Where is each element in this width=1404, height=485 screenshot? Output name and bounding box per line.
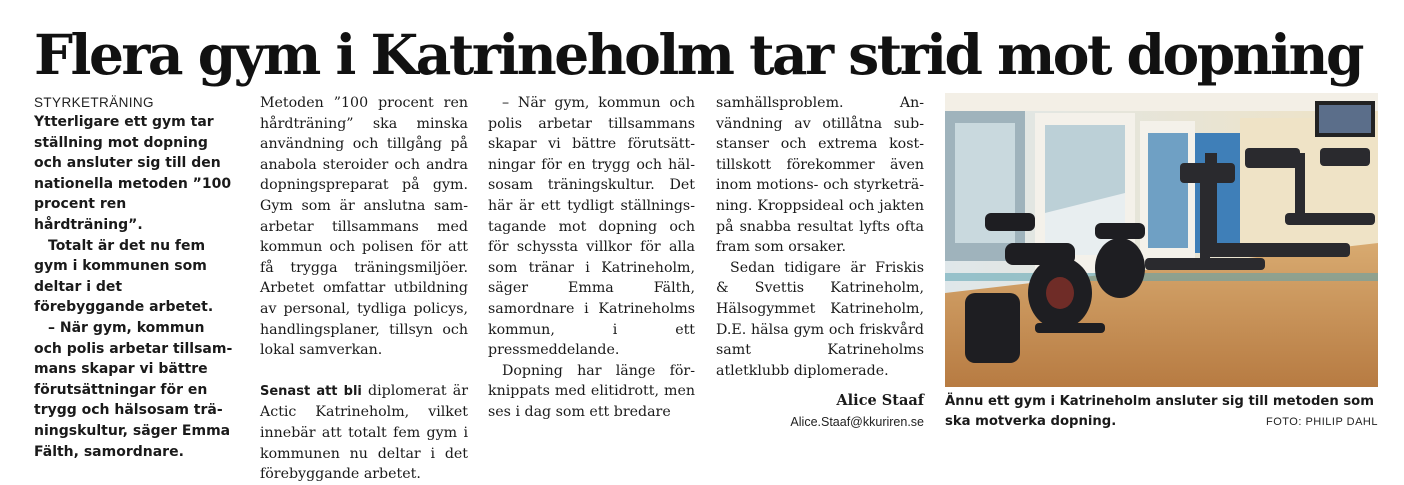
body-column-3 bbox=[488, 93, 695, 423]
body-column-2 bbox=[260, 93, 468, 485]
gym-photo-illustration bbox=[945, 93, 1378, 387]
kicker: STYRKETRÄNING bbox=[34, 95, 154, 110]
body-paragraph: Dopning har länge förknippats med elitidrott, men ses i dag som ett bredare bbox=[488, 362, 695, 420]
body-paragraph: Metoden ”100 procent ren hårdträning” ska minska användning och tillgång på anabola steroider och andra dopningspreparat på gym. Gym som är anslutna samarbetar tillsammans med kommun och polisen för att få trygga träningsmiljöer. Arbetet omfattar utbildning av personal, tydliga policys, handlingsplaner, tillsyn och lokal samverkan. bbox=[260, 95, 468, 359]
lead-column bbox=[34, 93, 236, 462]
photo-credit: FOTO: PHILIP DAHL bbox=[1265, 416, 1378, 428]
paragraph-gap bbox=[260, 361, 468, 381]
body-text: diplomerat är Actic Katrineholm, vilket innebär att totalt fem gym i kommunen nu deltar i det förebyggande arbetet. bbox=[260, 382, 468, 483]
gym-photo bbox=[945, 93, 1378, 387]
body-column-4 bbox=[716, 93, 924, 381]
headline: Flera gym i Katrineholm tar strid mot dopning bbox=[34, 22, 1362, 87]
author-email-link[interactable]: Alice.Staaf@kkuriren.se bbox=[790, 415, 924, 429]
body-paragraph-continued: samhällsproblem. Användning av otillåtna substanser och extrema kosttillskott förekommer även inom motions- och styrketräning. Kroppsideal och jakten på snabba resultat lyfts ofta fram som orsaker. bbox=[716, 95, 924, 256]
lead-paragraph: – När gym, kommun och polis arbetar tillsammans skapar vi bättre förutsättningar för en trygg och hälsosam träningskultur, säger Emma Fälth, samordnare. bbox=[34, 319, 233, 460]
body-paragraph bbox=[260, 381, 468, 485]
inline-subhead: Senast att bli bbox=[260, 383, 362, 399]
byline: Alice Staaf bbox=[836, 392, 924, 409]
body-paragraph: – När gym, kommun och polis arbetar tillsammans skapar vi bättre förutsättningar för en trygg och hälsosam träningskultur. Det här är ett tydligt ställningstagande mot dopning och för schyssta villkor för alla som tränar i Katrineholm, säger Emma Fälth, samordnare i Katrineholms kommun, i ett pressmeddelande. bbox=[488, 95, 695, 359]
body-paragraph: Sedan tidigare är Friskis & Svettis Katrineholm, Hälsogymmet Katrineholm, D.E. hälsa gym och friskvård samt Katrineholms atletklubb diplomerade. bbox=[716, 259, 924, 379]
lead-paragraph: Ytterligare ett gym tar ställning mot dopning och ansluter sig till den nationella metoden ”100 procent ren hårdträning”. bbox=[34, 114, 232, 233]
photo-caption: Ännu ett gym i Katrineholm ansluter sig till metoden som ska motverka dopning. bbox=[945, 394, 1374, 429]
lead-paragraph: Totalt är det nu fem gym i kommunen som deltar i det förebyggande arbetet. bbox=[34, 237, 214, 316]
